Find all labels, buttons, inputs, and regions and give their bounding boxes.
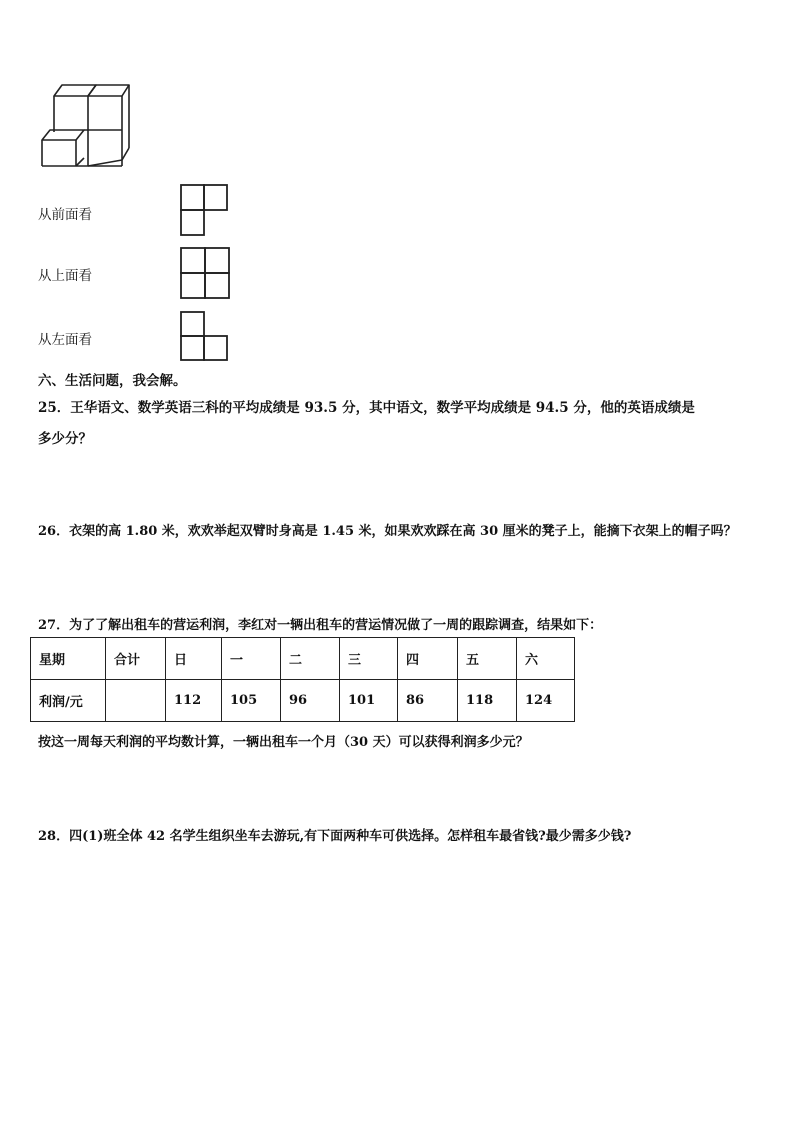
table-cell: 一 [222, 638, 281, 680]
question-25-line1: 25．王华语文、数学英语三科的平均成绩是 93.5 分，其中语文，数学平均成绩是 94.5 分，他的英语成绩是 [38, 400, 695, 416]
table-header-row [31, 638, 575, 680]
question-27-intro: 27．为了了解出租车的营运利润，李红对一辆出租车的营运情况做了一周的跟踪调查，结果如下： [38, 618, 603, 633]
question-25-line2: 多少分？ [38, 431, 92, 447]
table-cell: 112 [166, 680, 222, 722]
table-cell: 118 [458, 680, 517, 722]
table-row [31, 680, 575, 722]
table-cell: 86 [398, 680, 458, 722]
left-view-grid [179, 310, 231, 364]
table-cell: 合计 [106, 638, 166, 680]
table-cell: 利润/元 [31, 680, 106, 722]
table-cell: 四 [398, 638, 458, 680]
left-view-label: 从左面看 [38, 332, 92, 348]
section-heading: 六、生活问题，我会解。 [38, 373, 187, 389]
table-cell: 星期 [31, 638, 106, 680]
cube-solid-figure [38, 82, 132, 168]
front-view-grid [179, 183, 231, 239]
profit-table [30, 637, 575, 722]
question-28: 28．四(1)班全体 42 名学生组织坐车去游玩,有下面两种车可供选择。怎样租车最省钱?最少需多少钱? [38, 829, 632, 844]
table-cell: 三 [340, 638, 398, 680]
question-26: 26．衣架的高 1.80 米，欢欢举起双臂时身高是 1.45 米，如果欢欢踩在高 30 厘米的凳子上，能摘下衣架上的帽子吗？ [38, 524, 737, 539]
table-cell: 105 [222, 680, 281, 722]
top-view-label: 从上面看 [38, 268, 92, 284]
question-27-prompt: 按这一周每天利润的平均数计算，一辆出租车一个月（30 天）可以获得利润多少元？ [38, 735, 529, 750]
front-view-label: 从前面看 [38, 207, 92, 223]
table-cell: 六 [517, 638, 575, 680]
table-cell: 101 [340, 680, 398, 722]
table-cell: 二 [281, 638, 340, 680]
top-view-grid [179, 246, 233, 302]
table-cell: 96 [281, 680, 340, 722]
table-cell: 124 [517, 680, 575, 722]
table-cell [106, 680, 166, 722]
table-cell: 日 [166, 638, 222, 680]
table-cell: 五 [458, 638, 517, 680]
